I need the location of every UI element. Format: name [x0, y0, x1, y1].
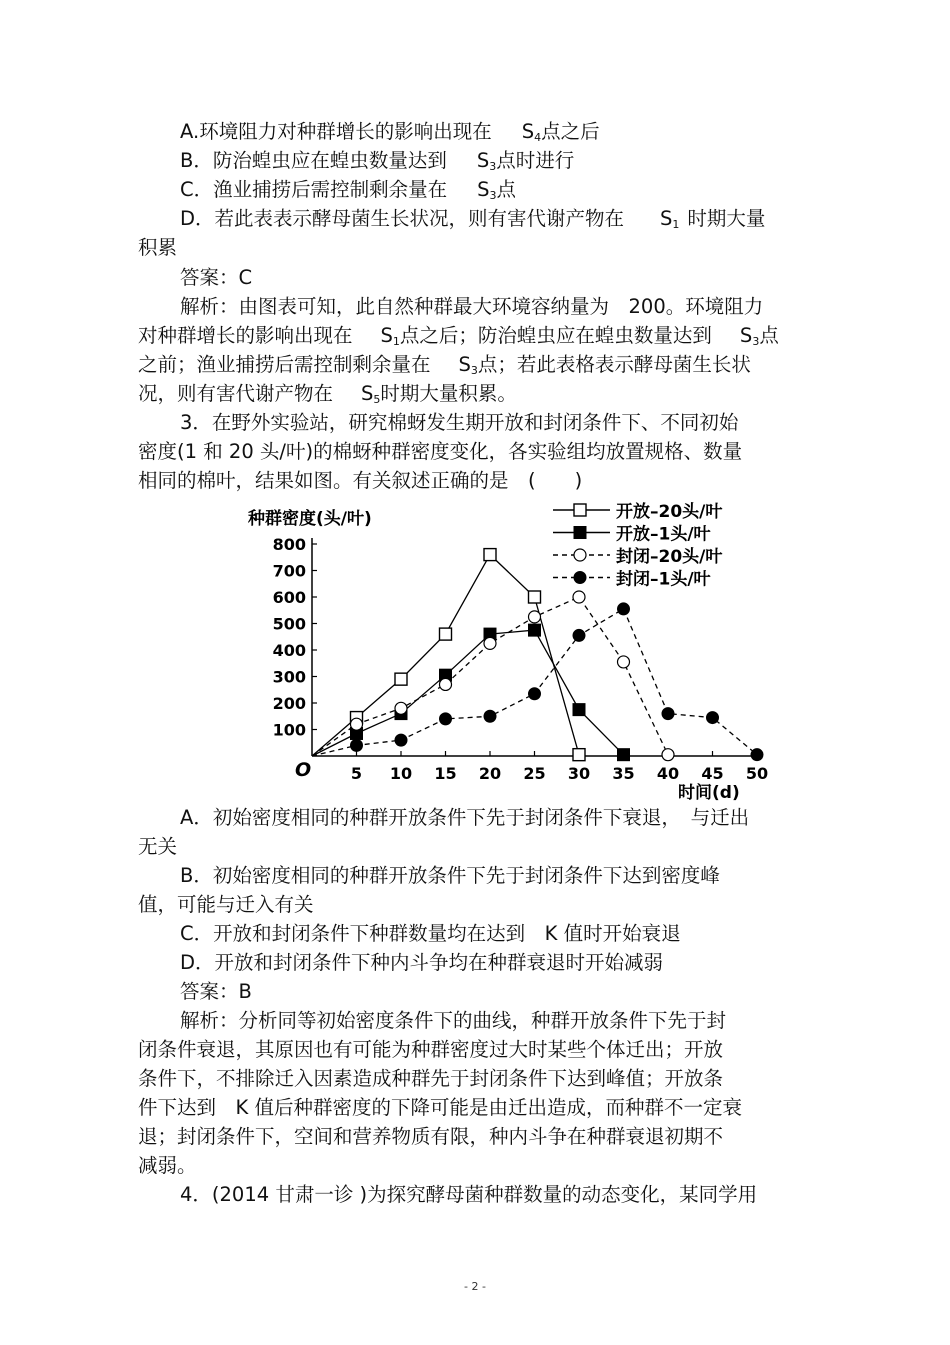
filled-circle-marker — [440, 713, 452, 725]
q3-option-d: D．开放和封闭条件下种内斗争均在种群衰退时开始减弱 — [180, 951, 664, 974]
y-tick-label: 800 — [272, 535, 306, 554]
open-square-marker — [440, 628, 452, 640]
filled-circle-marker — [751, 749, 763, 761]
q2-option-c: C．渔业捕捞后需控制剩余量在 $S_3$点 — [180, 178, 517, 202]
open-square-marker — [529, 591, 541, 603]
filled-circle-marker — [707, 712, 719, 724]
origin-label: O — [295, 759, 312, 781]
q3-option-a-line-2: 无关 — [138, 835, 178, 858]
q4-stem-line-1: 4．(2014 甘肃一诊 )为探究酵母菌种群数量的动态变化，某同学用 — [180, 1183, 758, 1206]
y-tick-label: 500 — [272, 614, 306, 634]
filled-square-marker — [573, 704, 585, 716]
y-tick-label: 200 — [272, 694, 306, 713]
q3-analysis-line-3: 条件下，不排除迁入因素造成种群先于封闭条件下达到峰值；开放条 — [138, 1067, 724, 1090]
q2-analysis-line-1: 解析：由图表可知，此自然种群最大环境容纳量为 200。环境阻力 — [180, 295, 764, 318]
x-tick-label: 15 — [434, 764, 457, 783]
x-tick-label: 30 — [567, 764, 591, 783]
open-square-marker — [574, 504, 586, 516]
q3-option-b-line-2: 值，可能与迁入有关 — [138, 893, 314, 916]
legend-label-3: 封闭–20头/叶 — [616, 547, 723, 567]
q3-analysis-line-6: 减弱。 — [138, 1154, 197, 1177]
q3-analysis-line-4: 件下达到 K 值后种群密度的下降可能是由迁出造成，而种群不一定衰 — [138, 1096, 742, 1119]
x-axis-label: 时间(d) — [678, 783, 740, 803]
filled-circle-marker — [573, 629, 585, 641]
open-circle-marker — [573, 591, 585, 603]
filled-square-marker — [574, 527, 586, 539]
open-circle-marker — [618, 656, 630, 668]
q3-stem-line-1: 3．在野外实验站，研究棉蚜发生期开放和封闭条件下、不同初始 — [180, 411, 739, 434]
q3-analysis-line-2: 闭条件衰退，其原因也有可能为种群密度过大时某些个体迁出；开放 — [138, 1038, 724, 1061]
x-tick-label: 10 — [389, 764, 413, 783]
q2-answer: 答案：C — [180, 266, 253, 289]
q2-option-d-cont: 积累 — [138, 236, 178, 259]
filled-circle-marker — [395, 734, 407, 746]
filled-circle-marker — [351, 739, 363, 751]
filled-circle-marker — [618, 603, 630, 615]
open-circle-marker — [440, 678, 452, 690]
y-tick-label: 300 — [272, 667, 306, 687]
open-circle-marker — [484, 637, 496, 649]
q3-stem-line-2: 密度(1 和 20 头/叶)的棉蚜种群密度变化，各实验组均放置规格、数量 — [138, 440, 743, 463]
y-tick-label: 400 — [272, 641, 306, 660]
filled-circle-marker — [662, 708, 674, 720]
y-axis-label: 种群密度(头/叶) — [248, 509, 372, 529]
filled-circle-marker — [484, 710, 496, 722]
open-circle-marker — [395, 702, 407, 714]
q2-option-a: A.环境阻力对种群增长的影响出现在 $S_4$点之后 — [180, 120, 600, 144]
q3-option-b-line-1: B．初始密度相同的种群开放条件下先于封闭条件下达到密度峰 — [180, 864, 720, 887]
y-tick-label: 600 — [272, 588, 306, 607]
population-density-chart — [240, 498, 770, 806]
legend-label-1: 开放–20头/叶 — [616, 502, 723, 522]
q3-option-c: C．开放和封闭条件下种群数量均在达到 K 值时开始衰退 — [180, 922, 681, 945]
q2-analysis-line-4: 况，则有害代谢产物在 $S_5$时期大量积累。 — [138, 382, 517, 406]
filled-circle-marker — [574, 572, 586, 584]
x-tick-label: 45 — [701, 764, 724, 783]
y-tick-label: 100 — [272, 720, 306, 740]
y-tick-label: 700 — [272, 561, 306, 581]
q2-option-b: B．防治蝗虫应在蝗虫数量达到 $S_3$点时进行 — [180, 149, 575, 173]
open-circle-marker — [529, 611, 541, 623]
q2-option-d: D．若此表表示酵母菌生长状况，则有害代谢产物在 $S_1$ 时期大量 — [180, 207, 766, 231]
x-tick-label: 50 — [745, 764, 769, 783]
open-square-marker — [484, 549, 496, 561]
q3-answer: 答案：B — [180, 980, 252, 1003]
open-circle-marker — [351, 718, 363, 730]
filled-square-marker — [618, 749, 630, 761]
x-tick-label: 40 — [656, 764, 680, 783]
legend-label-4: 封闭–1头/叶 — [616, 569, 711, 590]
x-tick-label: 5 — [350, 764, 363, 783]
open-square-marker — [573, 749, 585, 761]
q3-stem-line-3: 相同的棉叶，结果如图。有关叙述正确的是 ( ) — [138, 469, 583, 492]
q2-analysis-line-2: 对种群增长的影响出现在 $S_1$点之后；防治蝗虫应在蝗虫数量达到 $S_3$点 — [138, 324, 779, 348]
open-circle-marker — [662, 749, 674, 761]
x-tick-label: 35 — [612, 764, 635, 783]
q3-option-a-line-1: A．初始密度相同的种群开放条件下先于封闭条件下衰退， 与迁出 — [180, 806, 750, 829]
q3-analysis-line-1: 解析：分析同等初始密度条件下的曲线，种群开放条件下先于封 — [180, 1009, 727, 1032]
x-tick-label: 20 — [478, 764, 502, 783]
open-circle-marker — [574, 549, 586, 561]
series-line-3 — [312, 597, 668, 756]
legend-label-2: 开放–1头/叶 — [616, 524, 711, 545]
x-tick-label: 25 — [523, 764, 546, 783]
filled-square-marker — [529, 624, 541, 636]
q3-analysis-line-5: 退；封闭条件下，空间和营养物质有限，种内斗争在种群衰退初期不 — [138, 1125, 724, 1148]
open-square-marker — [395, 673, 407, 685]
page-number: - 2 - — [464, 1280, 486, 1293]
filled-circle-marker — [529, 688, 541, 700]
q2-analysis-line-3: 之前；渔业捕捞后需控制剩余量在 $S_3$点；若此表格表示酵母菌生长状 — [138, 353, 751, 377]
